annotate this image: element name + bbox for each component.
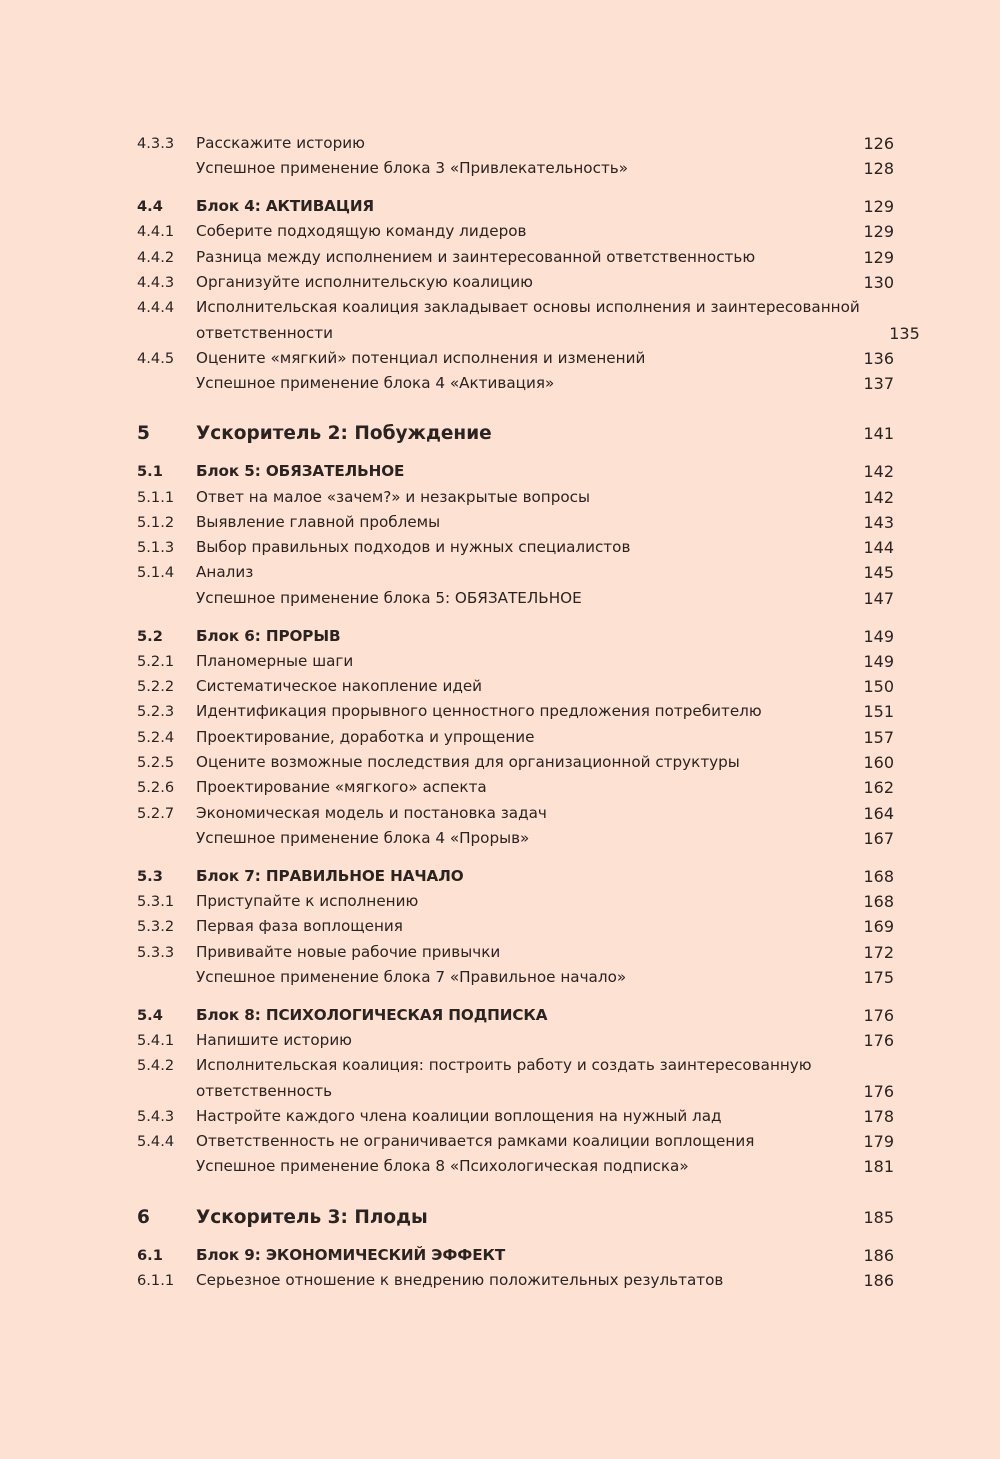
toc-entry-title [196, 649, 834, 674]
toc-page-number: 186 [863, 1245, 894, 1265]
toc-entry-row [137, 371, 894, 396]
toc-entry-row [137, 674, 894, 699]
toc-entry-number: 5 [137, 423, 150, 445]
toc-entry-title [196, 965, 834, 990]
toc-page-number: 141 [863, 424, 894, 444]
toc-entry-title [196, 459, 834, 484]
toc-entry-title-line: ответственность [196, 1081, 333, 1100]
toc-entry-number: 5.1 [137, 463, 163, 481]
toc-entry-title [196, 1003, 834, 1028]
toc-entry-title [196, 1028, 834, 1053]
toc-entry-number: 4.4.3 [137, 273, 175, 291]
toc-entry-row [137, 965, 894, 990]
toc-page-number: 129 [863, 222, 894, 242]
toc-entry-title-line: Оцените «мягкий» потенциал исполнения и изменений [196, 348, 646, 367]
toc-entry-title-line: Успешное применение блока 8 «Психологическая подписка» [196, 1157, 689, 1176]
toc-block-row [137, 1243, 894, 1268]
toc-entry-title-line: Блок 8: ПСИХОЛОГИЧЕСКАЯ ПОДПИСКА [196, 1005, 548, 1024]
toc-entry-title-line: Первая фаза воплощения [196, 917, 403, 936]
toc-entry-row [137, 245, 894, 270]
toc-entry-row [137, 801, 894, 826]
toc-entry-row [137, 346, 894, 371]
toc-entry-number: 5.3.3 [137, 943, 175, 961]
toc-entry-title-line: Организуйте исполнительскую коалицию [196, 272, 533, 291]
toc-entry-number: 5.3 [137, 867, 163, 885]
toc-entry-title-line: Блок 4: АКТИВАЦИЯ [196, 197, 375, 216]
toc-entry-title-line: Ускоритель 2: Побуждение [196, 423, 492, 445]
toc-entry-title-line: Исполнительская коалиция: построить работу и создать заинтересованную [196, 1056, 812, 1075]
toc-page-number: 137 [863, 374, 894, 394]
toc-entry-number: 5.1.2 [137, 513, 175, 531]
toc-entry-title [196, 864, 834, 889]
toc-page-number: 181 [863, 1157, 894, 1177]
toc-entry-title-line: Настройте каждого члена коалиции воплощения на нужный лад [196, 1106, 722, 1125]
toc-entry-title [196, 156, 834, 181]
toc-page-number: 149 [863, 651, 894, 671]
toc-entry-title [196, 586, 834, 611]
toc-entry-title-line: Разница между исполнением и заинтересованной ответственностью [196, 247, 756, 266]
toc-entry-row [137, 156, 894, 181]
toc-entry-title-line: Исполнительская коалиция закладывает основы исполнения и заинтересованной [196, 298, 860, 317]
toc-entry-number: 5.2.5 [137, 754, 175, 772]
toc-entry-number: 6.1 [137, 1246, 163, 1264]
toc-page-number: 149 [863, 626, 894, 646]
toc-entry-title-line: Ускоритель 3: Плоды [196, 1206, 428, 1228]
toc-entry-title-line: Расскажите историю [196, 134, 365, 152]
toc-entry-title [196, 560, 834, 585]
toc-entry-row [137, 1154, 894, 1179]
toc-chapter-row [137, 421, 894, 446]
toc-entry-title [196, 1154, 834, 1179]
toc-entry-title [196, 535, 834, 560]
toc-entry-title-line: Соберите подходящую команду лидеров [196, 222, 527, 241]
toc-entry-number: 5.2.1 [137, 652, 175, 670]
toc-page-number: 185 [863, 1207, 894, 1227]
toc-entry-title [196, 699, 834, 724]
toc-page-number: 136 [863, 348, 894, 368]
toc-entry-title [196, 1053, 834, 1104]
toc-entry-row [137, 750, 894, 775]
toc-entry-title-line: Блок 7: ПРАВИЛЬНОЕ НАЧАЛО [196, 866, 464, 885]
toc-entry-title-line: Успешное применение блока 7 «Правильное начало» [196, 967, 627, 986]
toc-entry-title [196, 346, 834, 371]
toc-entry-title-line: Успешное применение блока 3 «Привлекательность» [196, 159, 629, 178]
toc-entry-title [196, 295, 860, 346]
toc-entry-row [137, 775, 894, 800]
toc-entry-title-line: Выявление главной проблемы [196, 512, 441, 531]
toc-page-number: 168 [863, 866, 894, 886]
toc-entry-row [137, 826, 894, 851]
toc-page-number: 164 [863, 803, 894, 823]
toc-entry-title-line: Ответственность не ограничивается рамками коалиции воплощения [196, 1132, 755, 1151]
toc-entry-title [196, 940, 834, 965]
toc-page-number: 130 [863, 272, 894, 292]
toc-entry-row [137, 510, 894, 535]
toc-page-number: 167 [863, 828, 894, 848]
toc-entry-number: 5.2.3 [137, 703, 175, 721]
toc-entry-title-line: Идентификация прорывного ценностного предложения потребителю [196, 702, 762, 721]
toc-entry-title-line: Систематическое накопление идей [196, 677, 483, 696]
toc-entry-number: 5.2.4 [137, 728, 175, 746]
toc-page-number: 175 [863, 967, 894, 987]
toc-block-row [137, 194, 894, 219]
toc-entry-row [137, 1268, 894, 1293]
toc-page-number: 145 [863, 563, 894, 583]
toc-entry-number: 6 [137, 1206, 150, 1228]
toc-entry-number: 5.4 [137, 1006, 163, 1024]
toc-entry-title [196, 194, 834, 219]
toc-entry-title [196, 1243, 834, 1268]
toc-entry-title [196, 1104, 834, 1129]
toc-entry-title [196, 826, 834, 851]
toc-entry-title [196, 270, 834, 295]
toc-page-number: 128 [863, 159, 894, 179]
toc-entry-title-line: ответственности [196, 323, 333, 342]
toc-entry-title-line: Серьезное отношение к внедрению положительных результатов [196, 1270, 724, 1289]
toc-entry-title-line: Успешное применение блока 5: ОБЯЗАТЕЛЬНОЕ [196, 588, 582, 607]
toc-page-number: 160 [863, 753, 894, 773]
toc-entry-number: 5.3.2 [137, 918, 175, 936]
toc-entry-title [196, 1129, 834, 1154]
toc-page-number: 144 [863, 538, 894, 558]
toc-entry-title-line: Успешное применение блока 4 «Прорыв» [196, 828, 530, 847]
toc-entry-row [137, 131, 894, 156]
toc-entry-row [137, 485, 894, 510]
toc-page-number: 129 [863, 197, 894, 217]
toc-entry-title [196, 914, 834, 939]
toc-page-number: 157 [863, 727, 894, 747]
toc-entry-number: 5.2.6 [137, 779, 175, 797]
toc-entry-title-line: Планомерные шаги [196, 651, 354, 670]
toc-entry-row [137, 1053, 894, 1104]
toc-entry-title [196, 245, 834, 270]
toc-entry-number: 5.1.3 [137, 539, 175, 557]
toc-page-number: 142 [863, 462, 894, 482]
toc-entry-title [196, 775, 834, 800]
toc-block-row [137, 864, 894, 889]
toc-entry-row [137, 940, 894, 965]
toc-entry-title [196, 219, 834, 244]
toc-entry-title-line: Успешное применение блока 4 «Активация» [196, 374, 555, 393]
toc-page-number: 179 [863, 1132, 894, 1152]
toc-entry-title-line: Анализ [196, 563, 254, 582]
toc-page-number: 151 [863, 702, 894, 722]
toc-entry-number: 4.3.3 [137, 135, 175, 152]
toc-entry-title [196, 624, 834, 649]
toc-entry-title-line: Проектирование, доработка и упрощение [196, 727, 535, 746]
toc-entry-row [137, 560, 894, 585]
toc-entry-number: 5.4.3 [137, 1107, 175, 1125]
toc-page-number: 176 [863, 1005, 894, 1025]
toc-entry-number: 4.4.4 [137, 299, 175, 317]
toc-entry-title-line: Оцените возможные последствия для организационной структуры [196, 753, 740, 772]
toc-entry-title-line: Блок 5: ОБЯЗАТЕЛЬНОЕ [196, 462, 405, 481]
toc-entry-title [196, 889, 834, 914]
toc-entry-row [137, 889, 894, 914]
toc-entry-number: 5.4.4 [137, 1133, 175, 1151]
toc-entry-title [196, 371, 834, 396]
toc-entry-number: 5.2.7 [137, 804, 175, 822]
toc-entry-title [196, 750, 834, 775]
toc-page-number: 169 [863, 917, 894, 937]
toc-entry-title [196, 485, 834, 510]
toc-entry-title [196, 725, 834, 750]
toc-block-row [137, 624, 894, 649]
toc-entry-row [137, 535, 894, 560]
toc-entry-number: 5.1.4 [137, 564, 175, 582]
toc-page-number: 129 [863, 247, 894, 267]
toc-page-number: 147 [863, 588, 894, 608]
toc-entry-title-line: Приступайте к исполнению [196, 892, 419, 911]
toc-entry-title [196, 674, 834, 699]
toc-entry-title [196, 510, 834, 535]
toc-entry-number: 5.3.1 [137, 893, 175, 911]
toc-entry-number: 4.4 [137, 198, 163, 216]
toc-entry-number: 4.4.2 [137, 248, 175, 266]
toc-entry-title-line: Выбор правильных подходов и нужных специалистов [196, 538, 631, 557]
toc-page-number: 143 [863, 512, 894, 532]
toc-entry-number: 5.2 [137, 627, 163, 645]
toc-page-number: 172 [863, 942, 894, 962]
toc-chapter-row [137, 1205, 894, 1230]
toc-entry-title-line: Блок 6: ПРОРЫВ [196, 626, 341, 645]
toc-block-row [137, 1003, 894, 1028]
toc-entry-title-line: Блок 9: ЭКОНОМИЧЕСКИЙ ЭФФЕКТ [196, 1245, 506, 1264]
toc-page-number: 162 [863, 778, 894, 798]
toc-entry-row [137, 1104, 894, 1129]
toc-page-number: 176 [863, 1031, 894, 1050]
toc-entry-number: 5.1.1 [137, 488, 175, 506]
toc-entry-row [137, 725, 894, 750]
toc-entry-title [196, 1268, 834, 1293]
toc-entry-row [137, 295, 920, 346]
toc-page-number: 150 [863, 677, 894, 697]
toc-entry-row [137, 914, 894, 939]
toc-entry-title [196, 801, 834, 826]
toc-entry-title [196, 1205, 834, 1230]
toc-entry-row [137, 649, 894, 674]
toc-entry-title-line: Напишите историю [196, 1031, 352, 1049]
toc-entry-number: 5.4.2 [137, 1057, 175, 1075]
toc-page-number: 178 [863, 1106, 894, 1126]
toc-entry-number: 4.4.1 [137, 223, 175, 241]
toc-entry-row [137, 270, 894, 295]
toc-page-number: 186 [863, 1270, 894, 1290]
toc-entry-number: 6.1.1 [137, 1271, 175, 1289]
toc-entry-number: 4.4.5 [137, 349, 175, 367]
toc-entry-number: 5.2.2 [137, 678, 175, 696]
toc-page-number: 168 [863, 892, 894, 912]
toc-entry-title-line: Ответ на малое «зачем?» и незакрытые вопросы [196, 487, 591, 506]
toc-block-row [137, 459, 894, 484]
toc-entry-title-line: Проектирование «мягкого» аспекта [196, 778, 487, 797]
toc-entry-title-line: Прививайте новые рабочие привычки [196, 942, 501, 961]
toc-page-number: 142 [863, 487, 894, 507]
toc-entry-row [137, 219, 894, 244]
toc-entry-row [137, 1028, 894, 1053]
toc-page-number: 176 [863, 1081, 894, 1101]
toc-entry-number: 5.4.1 [137, 1032, 175, 1049]
toc-entry-title-line: Экономическая модель и постановка задач [196, 803, 547, 822]
toc-entry-row [137, 1129, 894, 1154]
toc-entry-row [137, 699, 894, 724]
toc-entry-title [196, 421, 834, 446]
table-of-contents [137, 131, 920, 1293]
toc-entry-row [137, 586, 894, 611]
toc-page-number: 135 [889, 323, 920, 343]
toc-page-number: 126 [863, 134, 894, 153]
toc-entry-title [196, 131, 834, 156]
